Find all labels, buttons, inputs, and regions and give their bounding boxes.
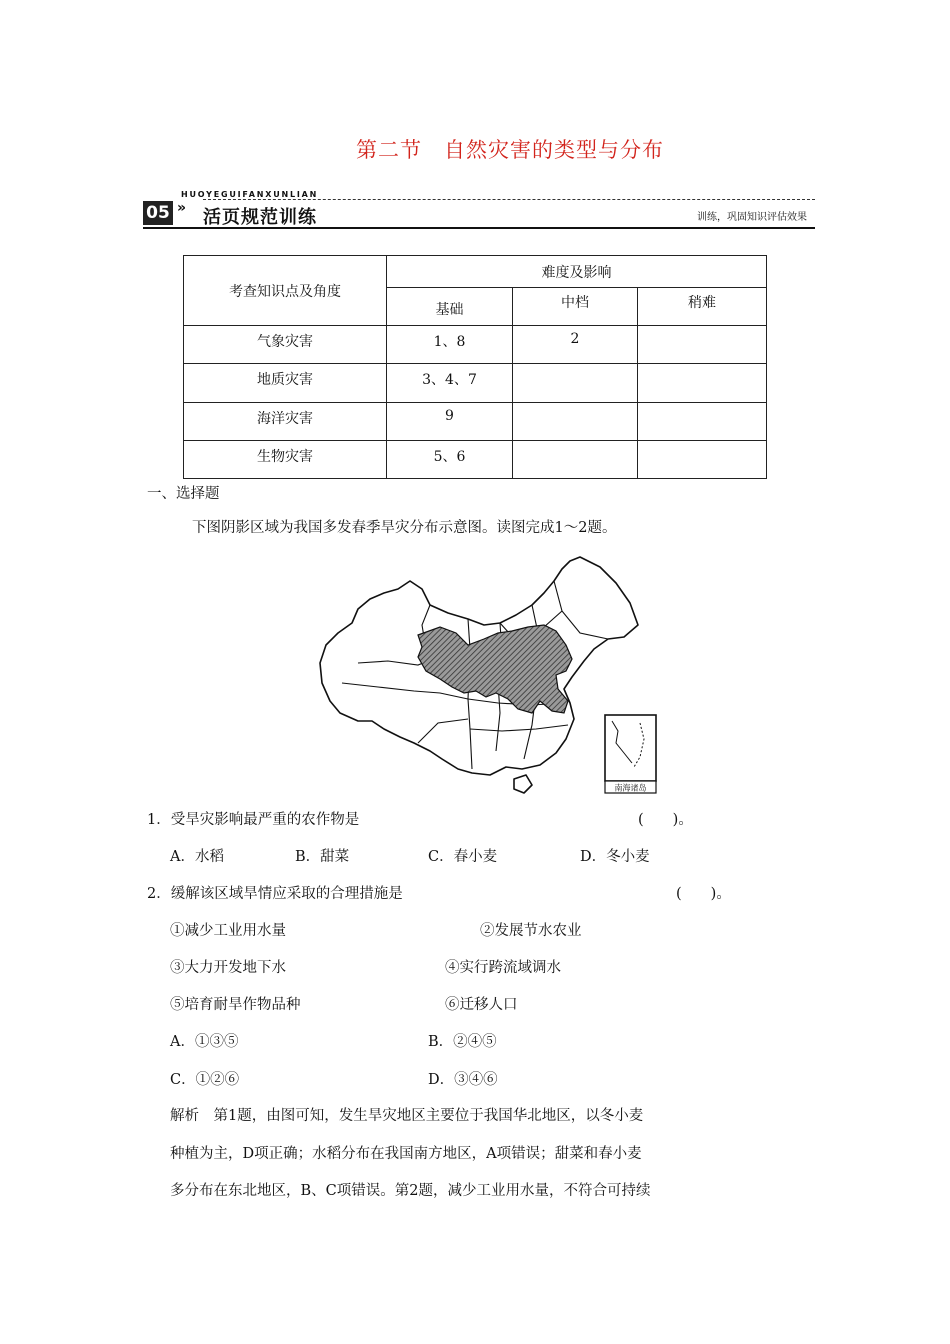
q2-measure-4: ④实行跨流域调水 [445, 960, 561, 976]
table-cell-topic: 生物灾害 [184, 441, 387, 479]
q2-option-d[interactable]: D．③④⑥ [428, 1072, 498, 1088]
analysis-line: 解析 第1题，由图可知，发生旱灾地区主要位于我国华北地区，以冬小麦 [170, 1108, 644, 1124]
banner-dashed-line [203, 199, 815, 200]
table-level-basic: 基础 [387, 288, 513, 326]
section-heading: 一、选择题 [147, 486, 220, 502]
table-cell-basic: 9 [387, 403, 513, 441]
table-cell-topic: 气象灾害 [184, 326, 387, 364]
q1-option-b[interactable]: B．甜菜 [295, 849, 350, 865]
q2-measure-6: ⑥迁移人口 [445, 997, 518, 1013]
page-title: 第二节 自然灾害的类型与分布 [356, 138, 664, 162]
table-cell-basic: 3、4、7 [387, 364, 513, 403]
table-cell-topic: 海洋灾害 [184, 403, 387, 441]
table-level-hard: 稍难 [638, 288, 767, 326]
knowledge-table [183, 255, 767, 479]
table-cell-mid [513, 403, 638, 441]
banner-arrows-icon: » [177, 200, 187, 216]
section-banner [143, 190, 815, 230]
south-china-sea-inset [605, 715, 656, 793]
analysis-line: 种植为主，D项正确；水稻分布在我国南方地区，A项错误；甜菜和春小麦 [170, 1146, 642, 1162]
table-row [184, 441, 767, 479]
table-level-mid: 中档 [513, 288, 638, 326]
intro-text: 下图阴影区域为我国多发春季旱灾分布示意图。读图完成1～2题。 [192, 520, 617, 536]
q1-option-c[interactable]: C．春小麦 [428, 849, 498, 865]
banner-pinyin: HUOYEGUIFANXUNLIAN [181, 190, 319, 199]
china-drought-map [318, 553, 658, 795]
table-cell-mid [513, 441, 638, 479]
table-cell-mid: 2 [513, 326, 638, 364]
q2-option-c[interactable]: C．①②⑥ [170, 1072, 240, 1088]
q2-option-a[interactable]: A．①③⑤ [170, 1034, 239, 1050]
q2-answer-blank[interactable]: ( )。 [676, 886, 731, 902]
q2-measure-5: ⑤培育耐旱作物品种 [170, 997, 301, 1013]
table-row [184, 326, 767, 364]
q1-option-d[interactable]: D．冬小麦 [580, 849, 650, 865]
q1-stem: 1．受旱灾影响最严重的农作物是 [147, 812, 360, 828]
table-cell-basic: 5、6 [387, 441, 513, 479]
table-cell-mid [513, 364, 638, 403]
q2-measure-3: ③大力开发地下水 [170, 960, 286, 976]
table-cell-hard [638, 441, 767, 479]
table-cell-hard [638, 403, 767, 441]
table-cell-topic: 地质灾害 [184, 364, 387, 403]
banner-number: 05 [143, 201, 173, 225]
table-group-header: 难度及影响 [387, 256, 767, 288]
q2-measure-2: ②发展节水农业 [480, 923, 582, 939]
table-row [184, 364, 767, 403]
table-cell-hard [638, 364, 767, 403]
q2-measure-1: ①减少工业用水量 [170, 923, 286, 939]
q2-stem: 2．缓解该区域旱情应采取的合理措施是 [147, 886, 403, 902]
banner-subtitle: 训练，巩固知识评估效果 [697, 212, 807, 223]
table-row [184, 403, 767, 441]
inset-label: 南海诸岛 [614, 783, 647, 793]
table-cell-basic: 1、8 [387, 326, 513, 364]
q1-option-a[interactable]: A．水稻 [170, 849, 224, 865]
q2-option-b[interactable]: B．②④⑤ [428, 1034, 497, 1050]
banner-title: 活页规范训练 [203, 207, 317, 228]
analysis-line: 多分布在东北地区，B、C项错误。第2题，减少工业用水量，不符合可持续 [170, 1183, 651, 1199]
q1-answer-blank[interactable]: ( )。 [638, 812, 693, 828]
table-cell-hard [638, 326, 767, 364]
table-corner-header: 考查知识点及角度 [184, 256, 387, 326]
